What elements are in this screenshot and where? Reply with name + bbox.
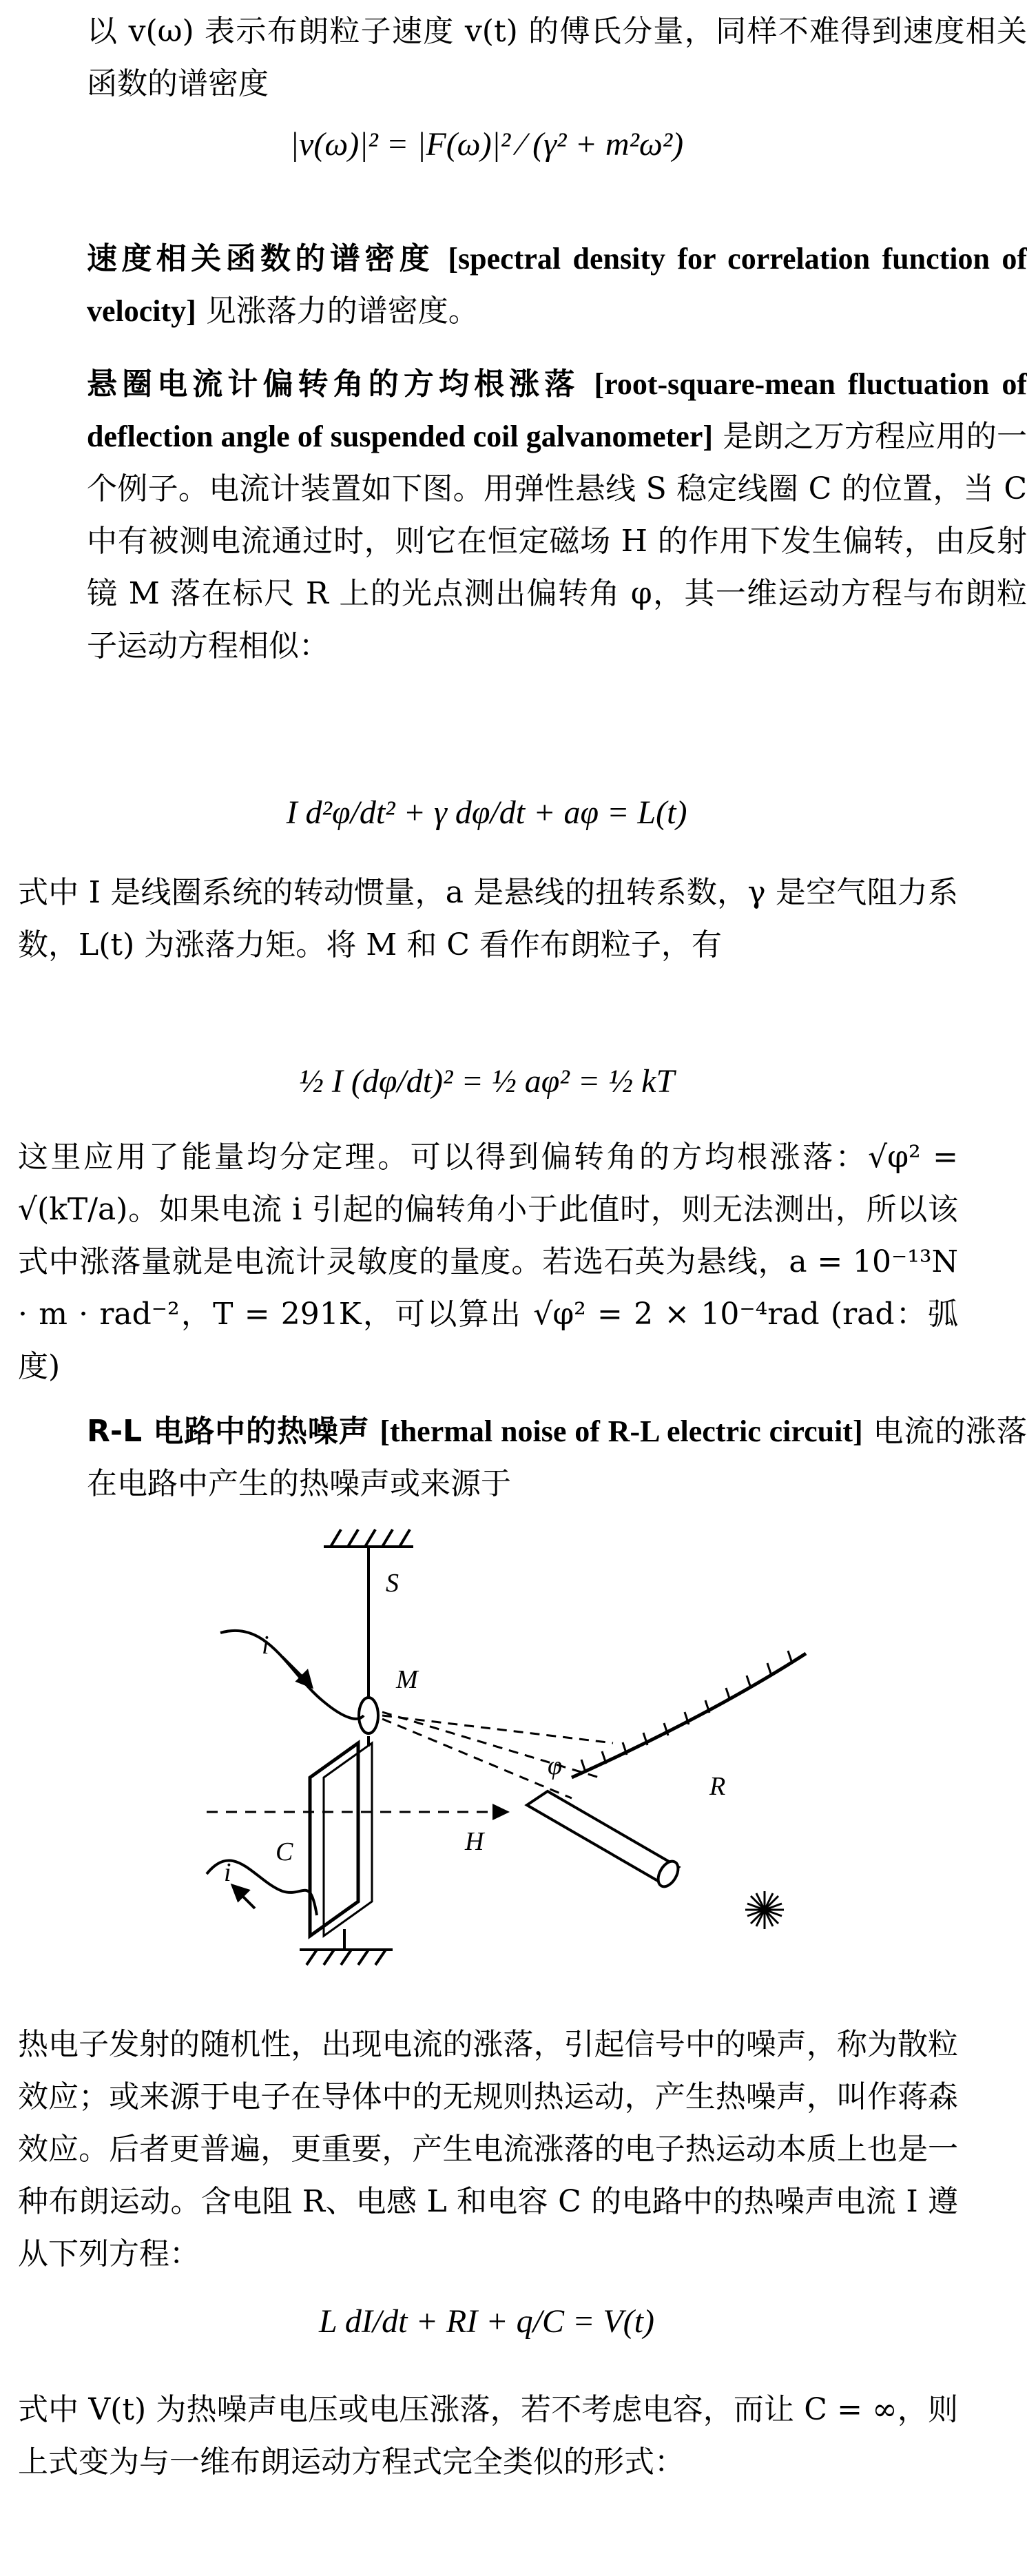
label-R: R [709,1772,726,1801]
entry-velocity-spectral-density [18,233,1027,338]
scale-ticks [581,1651,792,1772]
entry-galvanometer [18,358,1027,672]
galvanometer-figure [186,1516,957,1998]
coil [310,1743,372,1936]
final-paragraph: 式中 V(t) 为热噪声电压或电压涨落，若不考虑电容，而让 C = ∞，则上式变为与一维布朗运动方程式完全类似的形式： [18,2392,958,2480]
entry-title-en: [spectral density for correlation function of velocity] [87,242,1027,328]
lamp-icon [745,1891,784,1929]
entry-title-en: [thermal noise of R-L electric circuit] [380,1414,863,1448]
circuit-equation: L dI/dt + RI + q/C = V(t) [319,2303,654,2340]
label-S: S [386,1569,399,1598]
spectral-density-equation: |v(ω)|² = |F(ω)|² ⁄ (γ² + m²ω²) [289,126,684,163]
noise-paragraph: 热电子发射的随机性，出现电流的涨落，引起信号中的噪声，称为散粒效应；或来源于电子在导体中的无规则热运动，产生热噪声，叫作蒋森效应。后者更普遍，更重要，产生电流涨落的电子热运动本质上也是一种布朗运动。含电阻 R、电感 L 和电容 C 的电路中的热噪声电流 I 遵从下列方程： [18,2027,958,2271]
current-arrows [233,1657,311,1908]
entry-rl-thermal-noise [18,1405,1027,1510]
motion-equation: I d²φ/dt² + γ dφ/dt + aφ = L(t) [286,794,687,831]
label-H: H [465,1827,484,1856]
entry-body: 电流的涨落在电路中产生的热噪声或来源于 [87,1414,1027,1501]
label-C: C [276,1837,293,1866]
label-M: M [396,1665,418,1694]
top-support [324,1529,413,1547]
telescope [527,1791,682,1890]
entry-body: 是朗之万方程应用的一个例子。电流计装置如下图。用弹性悬线 S 稳定线圈 C 的位置，当 C 中有被测电流通过时，则它在恒定磁场 H 的作用下发生偏转，由反射镜 M 落在标尺 R 上的光点测出偏转角 φ，其一维运动方程与布朗粒子运动方程相似： [87,419,1027,663]
equipartition-paragraph: 这里应用了能量均分定理。可以得到偏转角的方均根涨落：√φ² = √(kT/a)。如果电流 i 引起的偏转角小于此值时，则无法测出，所以该式中涨落量就是电流计灵敏度的量度。若选石英为悬线，a = 10⁻¹³N · m · rad⁻²，T = 291K，可以算出 √φ² = 2 × 10⁻⁴rad (rad：弧度) [18,1140,958,1384]
energy-equation: ½ I (dφ/dt)² = ½ aφ² = ½ kT [298,1063,675,1100]
label-i-bottom: i [224,1858,231,1887]
entry-title-en: [root-square-mean fluctuation of deflection angle of suspended coil galvanometer] [87,367,1027,453]
current-wire-bottom [207,1860,317,1915]
entry-title-cn: 速度相关函数的谱密度 [87,241,435,276]
mirror [359,1698,378,1733]
field-arrow [492,1804,510,1820]
where-paragraph: 式中 I 是线圈系统的转动惯量，a 是悬线的扭转系数，γ 是空气阻力系数，L(t) 为涨落力矩。将 M 和 C 看作布朗粒子，有 [18,875,958,962]
label-i-top: i [262,1631,269,1660]
label-phi: φ [548,1751,563,1780]
intro-paragraph: 以 v(ω) 表示布朗粒子速度 v(t) 的傅氏分量，同样不难得到速度相关函数的谱密度 [87,14,1027,101]
current-wire-top [220,1631,364,1719]
light-rays [382,1712,613,1798]
entry-title-cn: 悬圈电流计偏转角的方均根涨落 [87,367,580,402]
entry-body: 见涨落力的谱密度。 [205,293,479,329]
entry-title-cn: R-L 电路中的热噪声 [87,1414,370,1449]
